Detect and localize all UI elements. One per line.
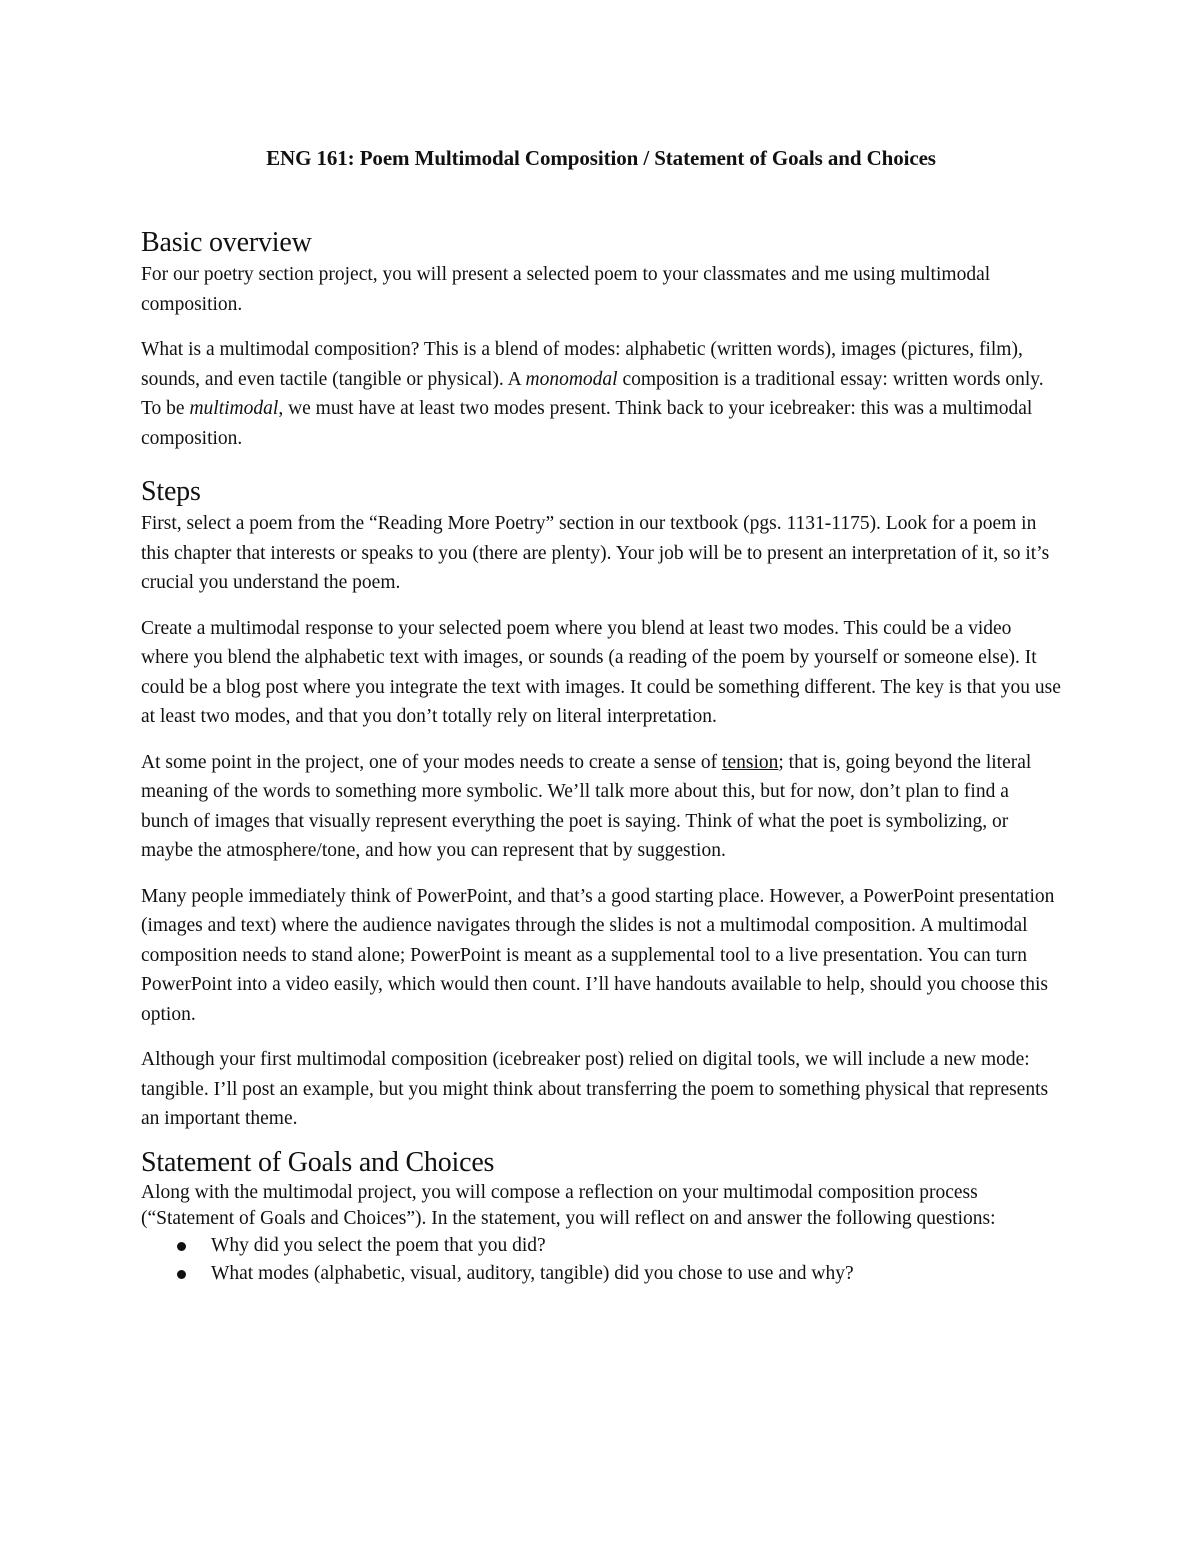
overview-paragraph-1: For our poetry section project, you will present a selected poem to your classmates and me using multimodal composition. bbox=[141, 264, 991, 315]
list-item-text: What modes (alphabetic, visual, auditory, tangible) did you chose to use and why? bbox=[211, 1262, 854, 1284]
text-run: What is a multimodal composition? This is a blend of modes: alphabetic (written words), images (pictures, film), sounds, and even tactile (tangible or physical). A bbox=[141, 339, 1023, 390]
document-title: ENG 161: Poem Multimodal Composition / Statement of Goals and Choices bbox=[266, 146, 936, 170]
text-run: ; that is, going beyond the literal meaning of the words to something more symbolic. We’ll talk more about this, but for now, don’t plan to find a bunch of images that visually represent everything the poet is saying. Think of what the poet is symbolizing, or maybe the atmosphere/tone, and how you can represent that by suggestion. bbox=[141, 751, 1032, 861]
questions-list bbox=[141, 1232, 1061, 1288]
list-item bbox=[141, 1260, 1061, 1288]
steps-paragraph-1: First, select a poem from the “Reading More Poetry” section in our textbook (pgs. 1131-1175). Look for a poem in this chapter that interests or speaks to you (there are plenty). Your job will be to present an interpretation of it, so it’s crucial you understand the poem. bbox=[141, 513, 1050, 593]
steps-paragraph-3 bbox=[141, 748, 1061, 866]
steps-heading: Steps bbox=[141, 476, 201, 507]
steps-paragraph-4: Many people immediately think of PowerPoint, and that’s a good starting place. However, a PowerPoint presentation (images and text) where the audience navigates through the slides is not a multimodal composition. A multimodal composition needs to stand alone; PowerPoint is meant as a supplemental tool to a live presentation. You can turn PowerPoint into a video easily, which would then count. I’ll have handouts available to help, should you choose this option. bbox=[141, 885, 1055, 1025]
goals-heading: Statement of Goals and Choices bbox=[141, 1146, 495, 1178]
overview-paragraph-2 bbox=[141, 335, 1061, 453]
text-run: , we must have at least two modes present. Think back to your icebreaker: this was a multimodal composition. bbox=[141, 398, 1033, 449]
steps-paragraph-2: Create a multimodal response to your selected poem where you blend at least two modes. This could be a video where you blend the alphabetic text with images, or sounds (a reading of the poem by yourself or someone else). It could be a blog post where you integrate the text with images. It could be something different. The key is that you use at least two modes, and that you don’t totally rely on literal interpretation. bbox=[141, 617, 1061, 727]
list-item-text: Why did you select the poem that you did? bbox=[211, 1234, 546, 1256]
emphasis-monomodal: monomodal bbox=[525, 368, 618, 390]
overview-heading: Basic overview bbox=[141, 227, 312, 258]
list-item bbox=[141, 1232, 1061, 1260]
document-body bbox=[141, 142, 1061, 1288]
text-run: At some point in the project, one of your modes needs to create a sense of bbox=[141, 751, 723, 773]
bullet-icon bbox=[177, 1242, 186, 1251]
steps-paragraph-5: Although your first multimodal composition (icebreaker post) relied on digital tools, we will include a new mode: tangible. I’ll post an example, but you might think about transferring the poem to something physical that represents an important theme. bbox=[141, 1049, 1049, 1129]
emphasis-multimodal: multimodal bbox=[189, 398, 279, 419]
underlined-tension: tension bbox=[722, 751, 779, 773]
text-run: composition is a traditional essay: written words only. To be bbox=[141, 368, 1044, 419]
bullet-icon bbox=[177, 1270, 186, 1279]
goals-paragraph-1: Along with the multimodal project, you will compose a reflection on your multimodal composition process (“Statement of Goals and Choices”). In the statement, you will reflect on and answer the following questions: bbox=[141, 1181, 996, 1229]
